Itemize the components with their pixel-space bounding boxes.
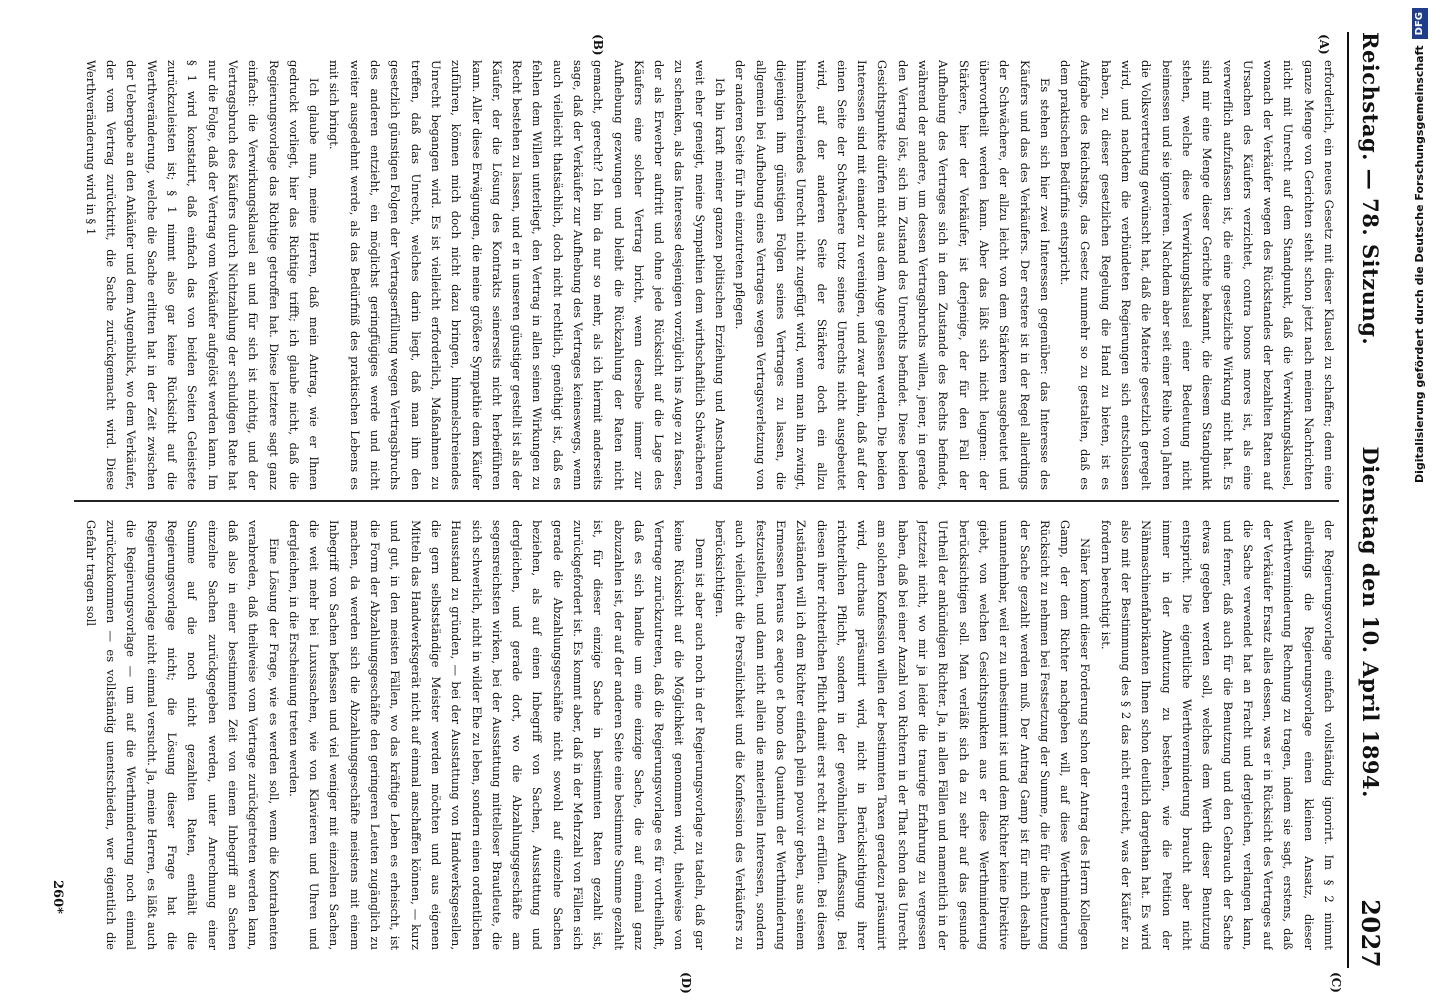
paragraph: Es stehen sich hier zwei Interessen gegenüber: das Interesse des Käufers und das des Verkäufers. Der erstere ist in der Regel allerdings der Schwächere, der allzu leicht von dem Stärkeren ausgebeutet und übervortheilt werden kann. Aber das läßt sich nicht leugnen: der Stärkere, hier der Verkäufer, ist derjenige, der für den Fall der Aufhebung des Vertrages sich in dem Zustande des Rechts befindet, während der andere, um dessen Vertragsbruchs willen, jener, in gerade den Vertrag löst, sich im Zustand des Unrechts befindet. Diese beiden Gesichtspunkte dürfen nicht aus dem Auge gelassen werden. Die beiden Interessen sind mit einander zu vereinigen, und zwar dahin, daß auf der einen Seite der Schwächere trotz seines Unrechts nicht ausgebeutet wird, auf der anderen Seite der Stärkere doch ein allzu himmelschreiendes Unrecht nicht zugefügt wird, wenn man ihn zwingt, diejenigen ihm günstigen Folgen seines Vertrages zu lassen, die allgemein bei Aufhebung eines Vertrages wegen Vertragsverletzung von der anderen Seite für ihn einzutreten pflegen. (733, 60, 1052, 490)
left-column (69, 60, 1339, 490)
margin-marker-b: (B) (591, 34, 605, 56)
paragraph: Näher kommt dieser Forderung schon der Antrag des Herrn Kollegen Gamp, der dem Richter nachgeben will, auf diese Werthminderung Rücksicht zu nehmen bei Festsetzung der Summe, die für die Benutzung der Sache gezahlt werden muß. Der Antrag Gamp ist für mich deshalb unannehmbar, weil er zu unbestimmt ist und dem Richter keine Direktive giebt, von welchen Gesichtspunkten aus er diese Werthminderung berücksichtigen soll. Man verläßt sich da zu sehr auf das gesunde Urtheil der ankündigen Richter. Ja, in allen Fällen und namentlich in der Jetztzeit nicht, wo mir ja leider die traurige Erfahrung zu vergessen haben, daß bei einer Anzahl von Richtern in der That schon das Unrecht am solchen Konfession willen der bestimmten Taxen geradezu präsumirt wird, durchaus präsumirt wird, nicht in Berücksichtigung ihrer richterlichen Pflicht, sondern in der gewöhnlichen Auffassung. Bei diesen ihrer richterlichen Pflicht damit erst recht zu erfüllen. Bei diesen Zuständen will ich dem Richter einfach plein pouvoir geben, aus seinem Ermessen heraus ex aequo et bono das Quantum der Werthminderung festzustellen, und dann nicht allein die materiellen Interessen, sondern auch vielleicht die Persönlichkeit und die Konfession des Verkäufers zu berücksichtigen. (713, 520, 1093, 950)
credit-text: Digitalisierung gefördert durch die Deutsche Forschungsgemeinschaft (1413, 45, 1426, 484)
header-date: Dienstag den 10. April 1894. (1358, 446, 1384, 798)
column-divider (74, 500, 1339, 502)
paragraph: Denn ist aber auch noch in der Regierungsvorlage zu tadeln, daß gar keine Rücksicht auf die Möglichkeit genommen wird, theilweise von Vertrage zurückzutreten, daß die Regierungsvorlage es für vortheilhaft, daß es sich handle um eine einzige Sache, die auf einmal ganz abzuzahlen ist, der auf der anderen Seite eine bestimmte Summe gezahlt ist, für dieser einzige Sache in bestimmten Raten gezahlt ist, zurückgefordert ist. Es kommt aber, daß in der Mehrzahl von Fällen sich gerade die Abzahlungsgeschäfte nicht sowohl auf einzelne Sachen beziehen, als auf einen Inbegriff von Sachen, Ausstattung und dergleichen, und gerade dort, wo die Abzahlungsgeschäfte am segensreichsten wirken, bei der Ausstattung mittelloser Brautleute, die sich schwerlich, nicht in wilder Ehe zu leben, sondern einen ordentlichen Hausstand zu gründen, — bei der Ausstattung von Handwerksgesellen, die gern selbstständige Meister werden möchten und aus eigenen Mitteln das Handwerksgerät nicht auf einmal anschaffen können, — kurz und gut, in den meisten Fällen, wo das kräftige Leben es erheischt, ist die Form der Abzahlungsgeschäfte den geringeren Leuten zugänglich zu machen, da werden sich die Abzahlungsgeschäfte meistens mit einem Inbegriff von Sachen befassen und viel weniger mit einzelnen Sachen, die weit mehr bei Luxussachen, wie von Klavieren und Uhren und dergleichen, in die Erscheinung treten werden. (286, 520, 707, 950)
header-left: Reichstag. — 78. Sitzung. (1358, 32, 1384, 346)
page-number: 2027 (1356, 899, 1386, 968)
digitisation-credit (1408, 0, 1432, 1000)
dfg-logo: DFG (1412, 8, 1428, 39)
signature-mark: 260* (50, 880, 65, 914)
paragraph: erforderlich, ein neues Gesetz mit dieser Klausel zu schaffen; denn eine ganze Menge von Gerichten steht schon jetzt nach meinen Nachrichten nicht mit Unrecht auf dem Standpunkt, daß die Verwirkungsklausel, wonach der Verkäufer wegen des Rückstandes der bezahlten Raten auf Ursachen des Käufers verzichtet, contra bonos mores ist, als eine verwerflich aufzufassen ist, die eine gesetzliche Wirkung nicht hat. Es sind mir eine Menge dieser Gerichte bekannt, die diesem Standpunkt stehen, welche diese Verwirkungsklausel einer Bedeutung nicht beimessen und sie ignorieren. Nachdem aber seit einer Reihe von Jahren die Volksvertretung gewünscht hat, daß die Materie gesetzlich geregelt wird, und nachdem die verbündeten Regierungen sich entschlossen haben, zu dieser gesetzlichen Regelung die Hand zu bieten, ist es Aufgabe des Reichstags, das Gesetz nunmehr so zu gestalten, daß es dem praktischen Bedürfnis entspricht. (1058, 60, 1336, 490)
page-header (1347, 32, 1393, 968)
paragraph: Eine Lösung der Frage, wie es werden soll, wenn die Kontrahenten verabreden, daß theilweise vom Vertrage zurückgetreten werden kann, daß also in einer bestimmten Zeit von einem Inbegriff an Sachen einzelne Sachen zurückgegeben werden, unter Anrechnung einer Summe auf die noch nicht gezahlten Raten, enthält die Regierungsvorlage nicht; die Lösung dieser Frage hat die Regierungsvorlage nicht einmal versucht. Ja, meine Herren, es läßt auch die Regierungsvorlage — um auf die Werthminderung noch einmal zurückzukommen — es vollständig unentschieden, wer eigentlich die Gefahr tragen soll (83, 520, 281, 950)
right-column (69, 520, 1339, 950)
margin-marker-c: (C) (1329, 972, 1343, 993)
paragraph: Ich glaube nun, meine Herren, daß mein Antrag, wie er Ihnen gedruckt vorliegt, hier das Richtige trifft; ich glaube nicht, daß die Regierungsvorlage das Richtige getroffen hat. Diese letztere sagt ganz einfach: die Verwirkungsklausel an und für sich ist nichtig, und der Vertragsbruch des Käufers durch Nichtzahlung der schuldigen Rate hat nur die Folge, daß der Vertrag vom Verkäufer aufgelöst werden kann. Im § 1 wird konstatirt, daß einfach das von beiden Seiten Geleistete zurückzuleisten ist; § 1 nimmt also gar keine Rücksicht auf die Werthveränderung, welche die Sache erlitten hat in der Zeit zwischen der Uebergabe an den Ankäufer und dem Augenblick, wo dem Verkäufer, der vom Vertrag zurücktritt, die Sache zurückgemacht wird. Diese Werthveränderung wird in § 1 (83, 60, 322, 490)
margin-marker-a: (A) (1317, 34, 1331, 55)
margin-marker-d: (D) (679, 972, 693, 994)
paragraph: der Regierungsvorlage einfach vollständig ignorirt. Im § 2 nimmt allerdings die Regierungsvorlage einen kleinen Ansatz, dieser Werthverminderung Rechnung zu tragen, indem sie sagt, erstens, daß der Verkäufer Ersatz alles dessen, was er in Rücksicht des Vertrages auf die Sache verwendet hat an Fracht und dergleichen, verlangen kann, und ferner, daß auch für die Benutzung und den Gebrauch der Sache etwas gegeben werden soll, welches dem Werth dieser Benutzung entspricht. Die eigentliche Werthverminderung braucht aber nicht immer in der Abnutzung zu bestehen, wie die Petition der Nähmaschinenfabrikanten Ihnen schon deutlich dargethan hat. Es wird also mit der Bestimmung des § 2 das nicht erreicht, was der Käufer zu fordern berechtigt ist. (1098, 520, 1336, 950)
paragraph: Ich bin kraft meiner ganzen politischen Erziehung und Anschauung weit eher geneigt, meine Sympathien dem wirthschaftlich Schwächeren zu schenken, als das Interesse desjenigen vorzüglich ins Auge zu fassen, der als Erwerber auftritt und ohne jede Rücksicht auf die Lage des Käufers eine solcher Vertrag bricht, wenn derselbe immer zur Aufhebung gezwungen und bleibt die Rückzahlung der Raten nicht gemacht, gerecht? Ich bin da nur so mehr, als ich hiermit anderseits sage, daß der Verkäufer zur Aufhebung des Vertrages keineswegs, wenn auch vielleicht thatsächlich, doch nicht rechtlich, genöthigt ist, daß es fehlen dem Willen unterliegt, den Vertrag in allen seinen Wirkungen zu Recht bestehen zu lassen, und er in unseren günstiger gestellt ist als der Käufer, der die Lösung des Kontrakts seinerseits nicht herbeiführen kann. Aller diese Erwägungen, die meine größere Sympathie dem Käufer zuführen, können mich doch nicht dazu bringen, himmelschreiendes Unrecht begangen wird. Es ist vielleicht erforderlich, Maßnahmen zu treffen, daß das Unrecht, welches darin liegt, daß man ihm den gesetzlich günstigen Folgen der Vertragserfüllung wegen Vertragsbruchs des anderen entzieht, ein möglichst geringfügiges werde und nicht weiter ausgedehnt werde, als das Bedürfniß des praktischen Lebens es mit sich bringt. (327, 60, 728, 490)
